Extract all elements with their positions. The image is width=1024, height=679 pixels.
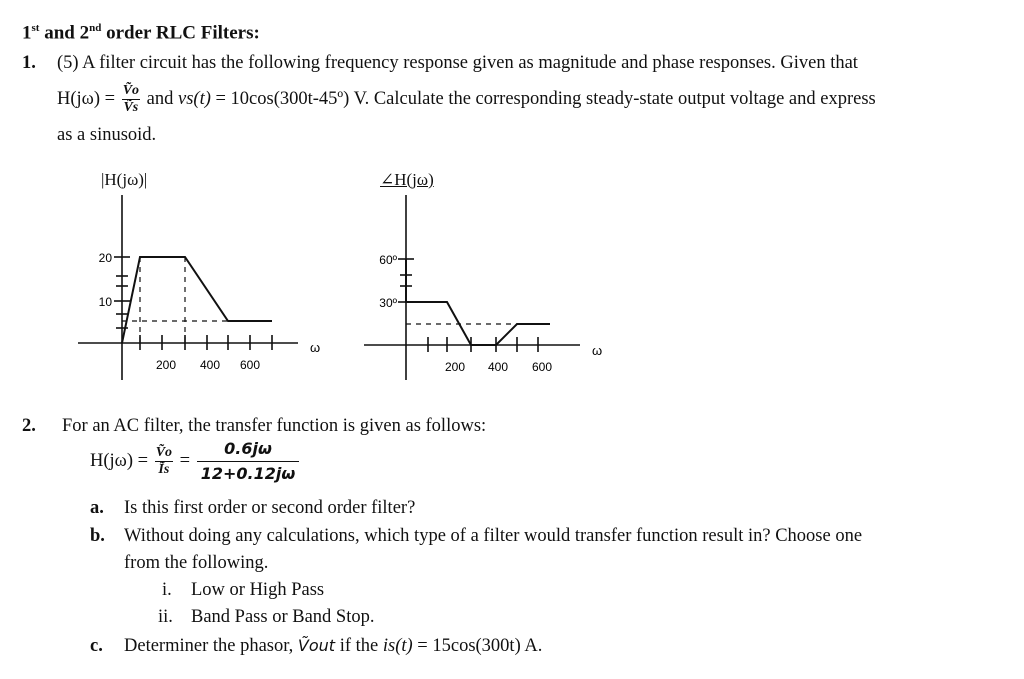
- magnitude-x-tick-400: 400: [199, 358, 221, 372]
- magnitude-plot-label: |H(jω)|: [101, 170, 148, 189]
- q1-vs-expression: = 10cos(300t-45º) V. Calculate the corresponding steady-state output voltage and express: [210, 88, 876, 109]
- heading-and-second: and 2: [39, 22, 90, 44]
- phase-x-axis-label: ω: [592, 343, 603, 358]
- magnitude-y-tick-20: 20: [98, 251, 112, 265]
- q2b-label: b.: [90, 526, 105, 546]
- q1-and: and: [146, 88, 174, 109]
- q2-frac2-denominator: 12+0.12jω: [200, 464, 296, 483]
- q2-number: 2.: [22, 416, 36, 436]
- q2-intro: For an AC filter, the transfer function is given as follows:: [62, 416, 487, 436]
- q2-frac1-numerator: Ṽo: [155, 445, 173, 460]
- q2c-text-1: Determiner the phasor,: [124, 636, 298, 656]
- phase-plot-label: ∠H(jω): [380, 170, 434, 189]
- q1-h-prefix: H(jω) =: [57, 88, 116, 109]
- q2-fraction-2: [197, 441, 300, 482]
- q2c-text-3: = 15cos(300t) A.: [412, 636, 543, 656]
- phase-x-tick-400: 400: [487, 360, 509, 374]
- q2b-option-ii-label: ii.: [158, 607, 173, 627]
- q1-frac-numerator: Ṽo: [122, 83, 140, 98]
- magnitude-plot: [70, 190, 340, 385]
- heading-first-number: 1: [22, 22, 32, 44]
- phase-response-curve: [406, 259, 550, 345]
- q2b-option-ii-text: Band Pass or Band Stop.: [191, 607, 375, 627]
- q2a-label: a.: [90, 498, 104, 518]
- q1-fraction: [122, 84, 140, 115]
- q1-vs-label: vs(t): [178, 88, 211, 109]
- q2-frac2-numerator: 0.6jω: [197, 441, 300, 462]
- phase-x-tick-600: 600: [531, 360, 553, 374]
- q2-h-prefix: H(jω) =: [90, 450, 149, 471]
- q2c-text-2: if the: [335, 636, 383, 656]
- q1-line3: as a sinusoid.: [57, 125, 157, 145]
- q2c-phasor: Ṽout: [297, 636, 336, 655]
- phase-y-tick-60: 60º: [379, 253, 397, 267]
- phase-plot: [360, 190, 620, 385]
- q2c-is-label: is(t): [382, 636, 413, 656]
- q1-line2: [57, 84, 876, 115]
- q2b-text-1: Without doing any calculations, which type of a filter would transfer function result in? Choose one: [124, 526, 863, 546]
- q2b-option-i-label: i.: [162, 580, 172, 600]
- q2c-text: [124, 636, 542, 657]
- q2b-option-i-text: Low or High Pass: [191, 580, 325, 600]
- magnitude-y-tick-10: 10: [98, 295, 112, 309]
- q2c-label: c.: [90, 636, 103, 656]
- magnitude-response-curve: [122, 257, 272, 343]
- heading-rest: order RLC Filters:: [101, 22, 260, 44]
- section-heading: [22, 22, 260, 44]
- q2a-text: Is this first order or second order filter?: [124, 498, 416, 518]
- heading-second-superscript: nd: [89, 22, 102, 34]
- q1-number: 1.: [22, 53, 36, 73]
- magnitude-x-tick-200: 200: [155, 358, 177, 372]
- phase-x-tick-200: 200: [444, 360, 466, 374]
- q1-line1: (5) A filter circuit has the following frequency response given as magnitude and phase responses. Given that: [57, 53, 858, 73]
- magnitude-x-axis-label: ω: [310, 340, 321, 355]
- q2-transfer-function: [90, 441, 301, 482]
- q2-fraction-1: [155, 446, 173, 477]
- q2-equals: =: [179, 450, 191, 471]
- q2-frac1-denominator: Ĩs: [158, 462, 170, 477]
- phase-y-tick-30: 30º: [379, 296, 397, 310]
- heading-first-superscript: st: [31, 22, 40, 34]
- q2b-text-2: from the following.: [124, 553, 269, 573]
- magnitude-x-tick-600: 600: [239, 358, 261, 372]
- q1-frac-denominator: Ṽs: [123, 100, 139, 115]
